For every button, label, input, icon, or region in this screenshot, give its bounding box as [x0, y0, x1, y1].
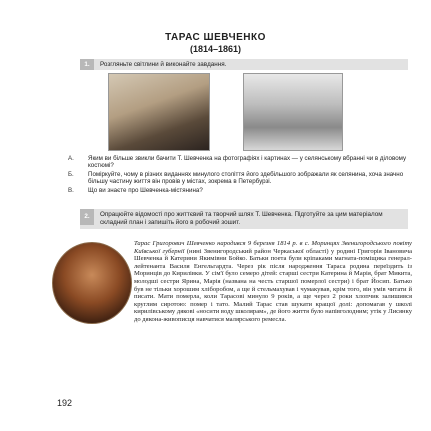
task-2-number: 2.: [80, 209, 94, 225]
task-2-instruction: Опрацюйте відомості про життєвий та творчий шлях Т. Шевченка. Підготуйте за цим матеріалом складний план і запишіть його в робочий зошит.: [100, 211, 383, 226]
question-text: Що ви знаєте про Шевченка-містянина?: [88, 186, 203, 194]
page-years: (1814–1861): [189, 44, 242, 54]
page-number: 192: [57, 398, 73, 408]
task-1-bar: [80, 59, 408, 70]
question-item: [62, 187, 410, 194]
task-1-instruction: Розгляньте світлини й виконайте завдання.: [100, 61, 227, 68]
task-2-wrap: [80, 209, 408, 229]
biography-text: [52, 240, 412, 326]
biography-body: (нині Звенигородський район Черкаської області) у родині Григорія Івановича Шевченка й Катерини Якимівни Бойко. Батьки поета були кріпаками магната-поміщика генерал-лейтенанта Василя Енгельгардта. Через рік після народження Тараса родина переїздить із Моринців до Кирилівки. У сім'ї було семеро дітей: старші сестри Катерина й Марія, брат Микита, молодші сестри Ярина, Марія (названа на честь старшої померлої сестри) і брат Йосип. Батько був не тільки хорошим хліборобом, а ще й стельмахував і чумакував, крім того, він умів читати й писати. Мати померла, коли Тарасові минуло 9 років, а ще через 2 роки хлопчик залишився круглим сиротою: помер і тато. Малий Тарас став шукати кращої долі: допомагав у школі кирилівському дякові «носити воду школярам», де його життя було напівголодним; утік у Лисянку до дякона-живописця навчатися малярського ремесла.: [134, 247, 413, 323]
question-list: [62, 155, 410, 195]
portrait-spacer: [52, 240, 134, 326]
biography-lead: Тарас Григорович Шевченко народився 9 березня 1814 р. в с. Моринцях Звенигородського повіту Київської губернії: [134, 240, 412, 255]
question-text: Поміркуйте, чому в різних виданнях минулого століття його здебільшого зображали як селянина, хоча значно більшу частину життя він провів у містах, зокрема в Петербурзі.: [88, 170, 404, 186]
shevchenko-photo-coat: [243, 73, 343, 151]
question-item: [62, 155, 410, 170]
question-letter: Б.: [68, 170, 74, 178]
question-text: Яким ви більше звикли бачити Т. Шевченка на фотографіях і картинах — у селянському вбранні чи в діловому костюмі?: [88, 155, 407, 170]
question-item: [62, 171, 410, 186]
question-letter: В.: [68, 186, 74, 194]
question-letter: А.: [68, 155, 74, 162]
task-2-bar: [80, 209, 408, 229]
page-title: ТАРАС ШЕВЧЕНКО: [165, 32, 266, 43]
shevchenko-photo-suit: [108, 73, 210, 151]
task-1-number: 1.: [80, 59, 94, 70]
